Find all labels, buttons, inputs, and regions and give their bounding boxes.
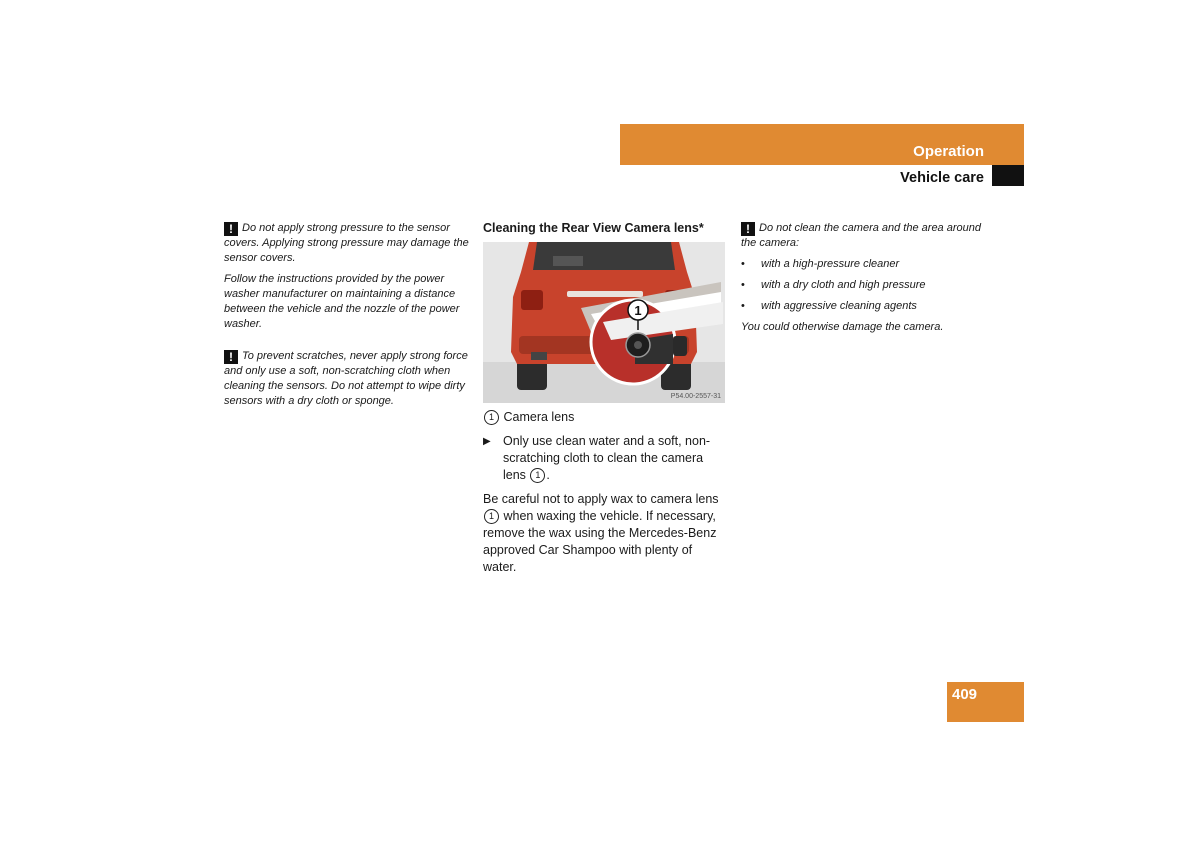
- step-text: Only use clean water and a soft, non-scratching cloth to clean the camera lens 1 .: [503, 434, 711, 482]
- list-item: • with aggressive cleaning agents: [741, 300, 917, 312]
- callout-number: 1: [634, 303, 642, 318]
- callout-circle: 1: [530, 468, 545, 483]
- warning-text: Do not clean the camera and the area around the camera:: [741, 222, 981, 249]
- figure-legend: [483, 409, 726, 426]
- wax-caution-paragraph: Be careful not to apply wax to camera lens 1 when waxing the vehicle. If necessary, remove the wax using the Mercedes-Benz approved Car Shampoo with plenty of water.: [483, 492, 719, 574]
- closing-note: You could otherwise damage the camera.: [741, 321, 944, 333]
- figure-code: P54.00-2557-31: [670, 393, 721, 400]
- warning-icon: !: [224, 222, 238, 236]
- list-item: • with a high-pressure cleaner: [741, 258, 900, 270]
- note-continuation: Follow the instructions provided by the power washer manufacturer on maintaining a distance between the vehicle and the nozzle of the power washer.: [224, 273, 460, 330]
- rear-camera-illustration: [483, 242, 725, 403]
- bullet-icon: •: [741, 258, 745, 270]
- column-right: [741, 221, 986, 341]
- warning-icon: !: [741, 222, 755, 236]
- bullet-icon: •: [741, 279, 745, 291]
- callout-circle: 1: [484, 509, 499, 524]
- warning-icon: !: [224, 350, 238, 364]
- instruction-step: [483, 433, 726, 484]
- callout-circle: 1: [484, 410, 499, 425]
- header-marker-block: [992, 165, 1024, 186]
- list-item: • with a dry cloth and high pressure: [741, 279, 926, 291]
- section-heading: Cleaning the Rear View Camera lens*: [483, 221, 704, 235]
- warning-text: To prevent scratches, never apply strong force and only use a soft, non-scratching cloth when cleaning the sensors. Do not attempt to wipe dirty sensors with a dry cloth or sponge.: [224, 350, 468, 407]
- warning-note-camera: [741, 221, 986, 251]
- legend-label: Camera lens: [503, 410, 575, 424]
- column-middle: [483, 221, 726, 576]
- warning-note-scratches: [224, 349, 469, 409]
- step-arrow-icon: ▶: [483, 436, 491, 447]
- subsection-title: Vehicle care: [900, 170, 984, 186]
- column-left: [224, 221, 469, 415]
- vehicle-rear-image: [483, 242, 725, 403]
- warning-note-sensor-pressure: [224, 221, 469, 266]
- bullet-icon: •: [741, 300, 745, 312]
- page-number: 409: [952, 686, 978, 703]
- section-title: Operation: [913, 143, 984, 160]
- warning-text: Do not apply strong pressure to the sensor covers. Applying strong pressure may damage the sensor covers.: [224, 222, 469, 264]
